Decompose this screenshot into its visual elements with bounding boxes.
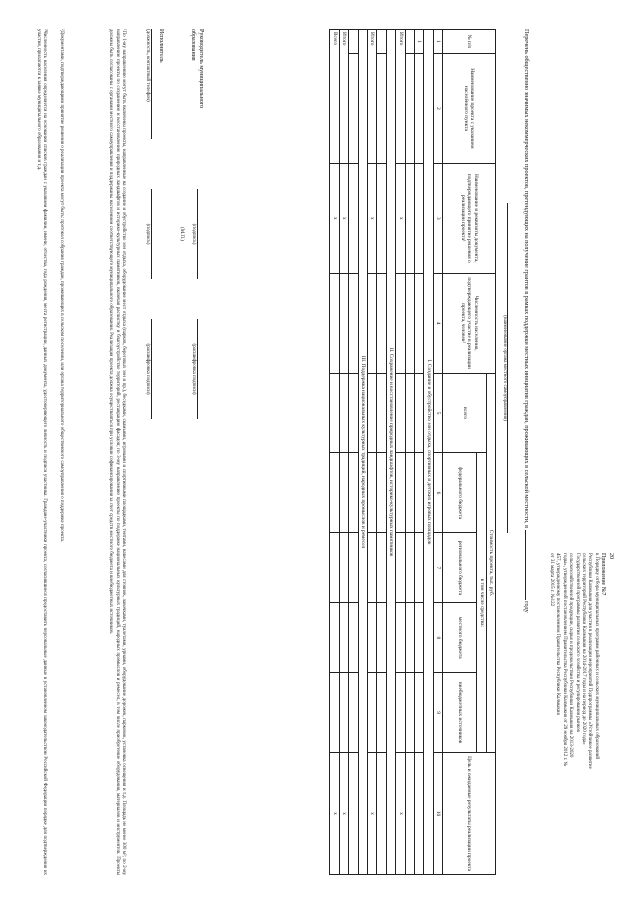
executor-decode-line — [151, 319, 152, 419]
x-mark: х — [367, 752, 376, 874]
th-reg: регионального бюджета — [443, 532, 477, 602]
col-number: 2 — [433, 53, 442, 163]
executor-signature-line — [151, 189, 152, 279]
title-sublabel: (наименование органа местного самоуправления) — [502, 314, 507, 421]
x-mark: х — [330, 163, 339, 273]
col-number-row — [433, 29, 442, 874]
executor-position-line — [151, 29, 152, 139]
grand-total-row — [330, 29, 339, 874]
head-decode-line — [197, 319, 198, 419]
page-title — [523, 29, 530, 875]
col-number: 6 — [433, 452, 442, 532]
th-loc: местного бюджета — [443, 602, 477, 672]
th-name: Наименование проекта с указанием населённого пункта — [443, 53, 496, 163]
col-number: 4 — [433, 273, 442, 373]
header-line: к Порядку отбора муниципальных программ районных и сельских муниципальных образований — [593, 552, 599, 759]
head-signature-caption: (подпись) — [191, 223, 196, 244]
executor-signature-caption: (подпись) — [145, 223, 150, 244]
signature-block — [134, 29, 204, 875]
col-number: 7 — [433, 532, 442, 602]
x-mark: х — [339, 163, 348, 273]
executor-label: Исполнитель — [158, 28, 164, 63]
footnote-2: ²Документами, подтверждающими принятие решения о реализации проекта могут быть: протокол собрания граждан, проживающих в сельском поселении, или органа территориального общественного самоуправления о поддержке проекта. — [59, 28, 64, 542]
total-label: Итого — [396, 29, 405, 163]
col-number: 3 — [433, 163, 442, 273]
header-line: годы», утвержденной постановлением Правительства Республики Калмыкия от 29 ноября 2012 г. № — [561, 552, 567, 766]
x-mark: х — [339, 752, 348, 874]
table-row — [405, 29, 414, 874]
title-underline — [507, 203, 508, 533]
x-mark: х — [396, 163, 405, 273]
appendix-number: Приложение №7 — [600, 552, 607, 595]
table-row — [414, 29, 423, 874]
th-goal: Цель и ожидаемые результаты реализации проекта — [443, 752, 496, 874]
total-row — [339, 29, 348, 874]
x-mark: х — [367, 163, 376, 273]
header-line: сельскохозяйственной продукции, сырья и продовольствия Республики Калмыкия на 2013-2020 — [568, 552, 574, 757]
x-mark: х — [330, 752, 339, 874]
head-signature-line — [197, 189, 198, 279]
stamp-place: (М.П.) — [179, 226, 184, 241]
th-fed: федерального бюджета — [443, 452, 477, 532]
head-label: Руководитель муниципального образования — [190, 28, 204, 108]
section-heading: III. Поддержка национальных культурных традиций, народных промыслов и ремесел — [358, 29, 367, 874]
row-number: 1 — [414, 29, 423, 53]
th-num: № п/п — [443, 29, 496, 53]
grand-total-label: Всего — [330, 29, 339, 163]
section-heading: II. Сохранение и восстановление природных ландшафтов, историко-культурных памятников — [386, 29, 395, 874]
x-mark: х — [396, 752, 405, 874]
table-row — [349, 29, 358, 874]
page-number: 20 — [608, 552, 614, 559]
executor-decode-caption: (расшифровка подписи) — [145, 342, 150, 395]
table-row — [377, 29, 386, 874]
total-label: Итого — [367, 29, 376, 163]
header-line: Государственной программы развития сельского хозяйства и регулирования рынков — [574, 552, 580, 732]
header-line: от 31 марта 2015 г. №122 — [548, 552, 554, 606]
th-incl: в том числе средства: — [477, 452, 486, 752]
header-line: Республики Калмыкия для участия в реализации мероприятий Подпрограммы «Устойчивое развитие — [587, 552, 593, 769]
total-row — [367, 29, 376, 874]
executor-position-caption: (должность, контактный телефон) — [145, 28, 150, 102]
header-line: сельских территорий Республики Калмыкия на 2014-2017 годы и на период до 2020 года» — [581, 552, 586, 745]
total-label: Итого — [339, 29, 348, 163]
head-decode-caption: (расшифровка подписи) — [191, 342, 196, 395]
header-line: 457, утвержденному постановлением Правительства Республики Калмыкия — [555, 552, 561, 715]
section-heading: I. Создание и обустройство зон отдыха, спортивных и детских игровых площадок — [424, 29, 433, 874]
header-block — [548, 553, 614, 875]
title-suffix: году — [523, 600, 530, 613]
total-row — [396, 29, 405, 874]
th-total: всего — [443, 373, 486, 453]
th-participants: Численность населения, подтверждающего участие в реализации проекта, человек² — [443, 273, 496, 373]
th-direction: Наименование и реквизиты документа, подтверждающего принятие решения о реализации проекта¹ — [443, 163, 496, 273]
col-number: 1 — [433, 29, 442, 53]
document-page — [20, 23, 620, 883]
footnote-main: ¹По 1-му направлению могут быть включены проекты, направленные на создание и обустройство зон отдыха, оборудование мест отдыха (парков, береговых зон и пр.), беседками, скамьями, игровыми и спортивными площадками, тентами, навесами для стоянок, лавочками, туалетами, урнами, оборудование дорожек, парковок, установка освещения и т.д. Площадь не менее 300 м²; по 2-му направлению проекты по сохранению и восстановлению природных ландшафтов и историко-культурных памятников, включая расчистку и благоустройство территорий, реставрацию фасадов; по 3-му направлению проекты по поддержке национальных культурных традиций, народных промыслов и ремесел, в том числе приобретение оборудования, материалов и инструментов. Проекты должны быть согласованы с органами местного самоуправления и поддержаны населением соответствующего муниципального образования. Реализация проекта должна осуществляться при условии софинансирования за счет средств местного бюджета и внебюджетных источников. — [108, 28, 126, 875]
title-text: Перечень общественно значимых некоммерческих проектов, претендующих на получение грантов в рамках поддержки местных инициатив граждан, проживающих в сельской местности, в — [523, 28, 530, 528]
col-number: 9 — [433, 672, 442, 752]
projects-table — [329, 29, 496, 875]
col-number: 8 — [433, 602, 442, 672]
th-extra: внебюджетных источников — [443, 672, 477, 752]
col-number: 10 — [433, 752, 442, 874]
footnote-3: ³Численность населения определяется на основании списков граждан с указанием фамилии, имени, отчества, года рождения, места регистрации, данных документа, удостоверяющего личность и подписи участника. Граждане-участники проекта, согласившиеся предоставить персональные данные в установленном законодательством Российской Федерации порядке для подтверждения их участия, прилагаются к заявке муниципального образования и т.д. — [35, 28, 47, 875]
th-cost: Стоимость проекта, тыс. руб. — [486, 373, 495, 753]
col-number: 5 — [433, 373, 442, 453]
